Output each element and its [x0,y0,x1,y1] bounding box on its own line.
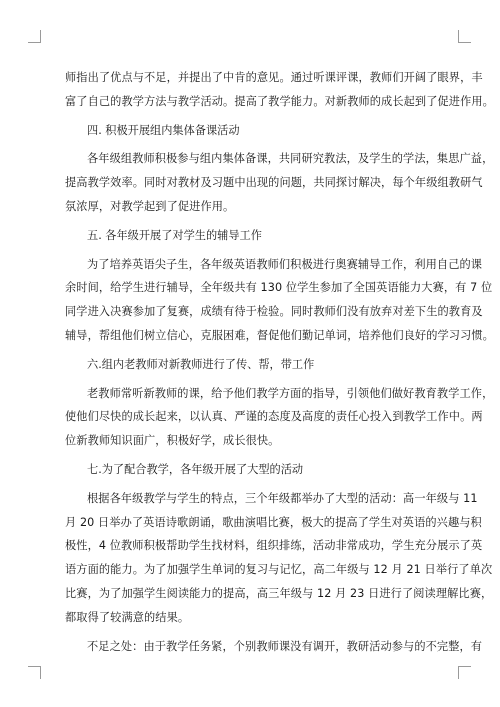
paragraph-line: 各年级组教师积极参与组内集体备课，共同研究教法，及学生的学法，集思广益， [87,152,494,166]
paragraph-line: 余时间，给学生进行辅导，全年级共有 130 位学生参加了全国英语能力大赛，有 7 位 [65,281,493,295]
paragraph [65,635,483,659]
paragraph-line: 使他们尽快的成长起来，以认真、严谨的态度及高度的责任心投入到教学工作中。两 [65,410,483,424]
paragraph-line: 氛浓厚，对教学起到了促进作用。 [65,199,235,213]
paragraph-line: 极性，4 位教师积极帮助学生找材料，组织排练，活动非常成功，学生充分展示了英 [65,539,483,553]
paragraph-line: 语方面的能力。为了加强学生单词的复习与记忆，高二年级与 12 月 21 日举行了单次 [65,563,493,577]
paragraph-line: 老教师常听新教师的课，给予他们教学方面的指导，引领他们做好教育教学工作， [87,386,494,400]
paragraph-line: 富了自己的教学方法与教学活动。提高了教学能力。对新教师的成长起到了促进作用。 [65,94,494,108]
section-heading: 七.为了配合教学，各年级开展了大型的活动 [87,462,304,476]
paragraph [65,66,494,114]
paragraph-line: 月 20 日举办了英语诗歌朗诵，歌曲演唱比赛，极大的提高了学生对英语的兴趣与积 [65,515,482,529]
paragraph-line: 位新教师知识面广，积极好学，成长很快。 [65,434,280,448]
paragraph-line: 同学进入决赛参加了复赛，成绩有待于检验。同时教师们没有放弃对差下生的教育及 [65,305,483,319]
section-heading: 四. 积极开展组内集体备课活动 [87,123,240,137]
crop-mark-bottom-right [458,666,471,679]
crop-mark-bottom-left [28,666,41,679]
paragraph [65,147,494,218]
paragraph-line: 为了培养英语尖子生，各年级英语教师们积极进行奥赛辅导工作，利用自己的课 [87,257,483,271]
document-body [65,66,494,663]
section-heading: 六.组内老教师对新教师进行了传、帮，带工作 [87,357,315,371]
section-heading: 五. 各年级开展了对学生的辅导工作 [87,228,262,242]
crop-mark-top-right [458,30,471,43]
paragraph-line: 根据各年级教学与学生的特点，三个年级都举办了大型的活动：高一年级与 11 [87,491,478,505]
paragraph-line: 师指出了优点与不足，并提出了中肯的意见。通过听课评课，教师们开阔了眼界，丰 [65,71,483,84]
paragraph [65,382,494,453]
crop-mark-top-left [28,30,41,43]
paragraph-line: 不足之处：由于教学任务紧，个别教师课没有调开，教研活动参与的不完整，有 [87,639,483,653]
paragraph [65,253,494,348]
paragraph [65,487,493,630]
paragraph-line: 都取得了较满意的结果。 [65,610,190,624]
paragraph-line: 提高教学效率。同时对教材及习题中出现的问题，共同探讨解决，每个年级组教研气 [65,176,483,190]
paragraph-line: 辅导，帮组他们树立信心，克服困难，督促他们勤记单词，培养他们良好的学习习惯。 [65,328,494,342]
paragraph-line: 比赛，为了加强学生阅读能力的提高，高三年级与 12 月 23 日进行了阅读理解比赛， [65,586,493,600]
